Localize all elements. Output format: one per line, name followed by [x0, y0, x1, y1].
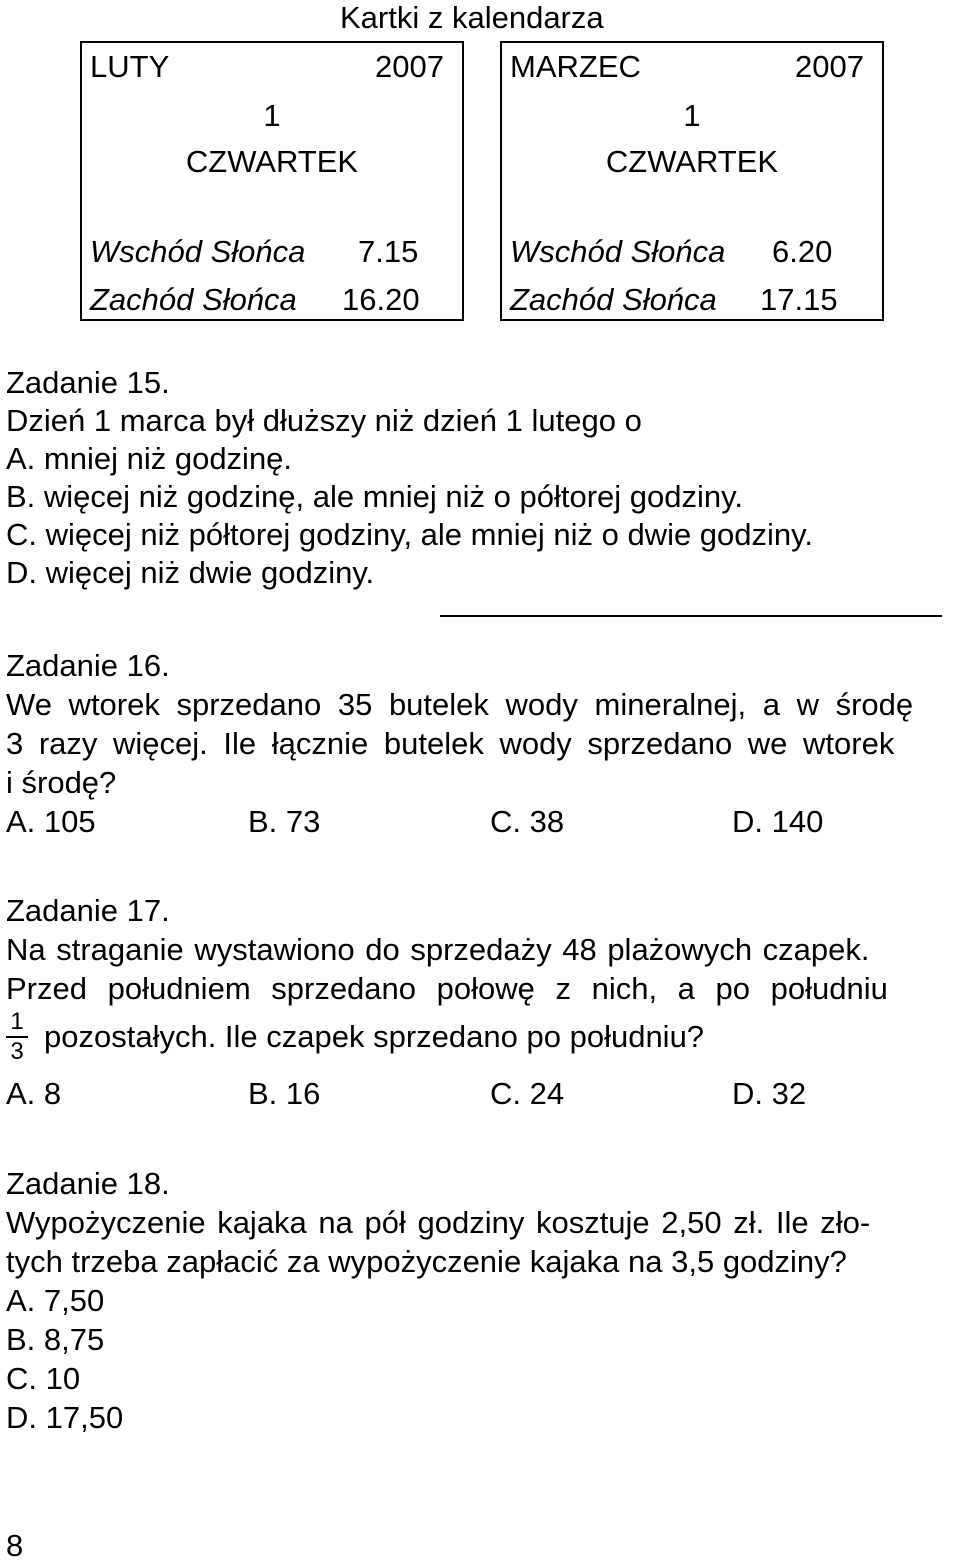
task-16-heading: Zadanie 16.	[6, 648, 170, 683]
fraction-numerator: 1	[10, 1008, 24, 1035]
task-16-line-1: We wtorek sprzedano 35 butelek wody mineralnej, a w środę	[6, 687, 914, 722]
task-16-option-c: C. 38	[490, 804, 565, 839]
task-17-heading: Zadanie 17.	[6, 893, 170, 928]
card-day: 1	[263, 98, 281, 133]
task-16-line-3: i środę?	[6, 765, 117, 800]
task-18-option-c: C. 10	[6, 1361, 81, 1396]
task-17-option-d: D. 32	[732, 1076, 807, 1111]
task-17-line-2: Przed południem sprzedano połowę z nich, a po południu	[6, 971, 888, 1006]
card-sunset-label: Zachód Słońca	[90, 282, 297, 317]
task-15-option-a: A. mniej niż godzinę.	[6, 441, 293, 476]
task-16-line-2: 3 razy więcej. Ile łącznie butelek wody sprzedano we wtorek	[6, 726, 895, 761]
calendar-card-february	[80, 41, 464, 321]
task-17-line-1: Na straganie wystawiono do sprzedaży 48 plażowych czapek.	[6, 932, 870, 967]
task-16-option-a: A. 105	[6, 804, 96, 839]
calendar-card-march	[500, 41, 884, 321]
card-year: 2007	[375, 49, 444, 84]
task-17-option-b: B. 16	[248, 1076, 321, 1111]
task-15-option-d: D. więcej niż dwie godziny.	[6, 555, 375, 590]
card-day: 1	[683, 98, 701, 133]
task-17-line-3: pozostałych. Ile czapek sprzedano po południu?	[44, 1019, 705, 1054]
task-15-question: Dzień 1 marca był dłuższy niż dzień 1 lutego o	[6, 403, 642, 438]
task-18-option-a: A. 7,50	[6, 1283, 105, 1318]
card-month: MARZEC	[510, 49, 641, 84]
page-title: Kartki z kalendarza	[340, 0, 604, 35]
task-18-option-d: D. 17,50	[6, 1400, 124, 1435]
task-17-option-a: A. 8	[6, 1076, 62, 1111]
card-month: LUTY	[90, 49, 170, 84]
page-number: 8	[6, 1528, 24, 1563]
fraction-one-third	[6, 1010, 28, 1064]
card-sunrise-label: Wschód Słońca	[90, 234, 306, 269]
card-weekday: CZWARTEK	[605, 144, 779, 179]
task-18-line-2: tych trzeba zapłacić za wypożyczenie kajaka na 3,5 godziny?	[6, 1244, 847, 1279]
card-weekday: CZWARTEK	[185, 144, 359, 179]
task-15-option-c: C. więcej niż półtorej godziny, ale mniej niż o dwie godziny.	[6, 517, 813, 552]
card-sunrise-time: 7.15	[358, 234, 419, 269]
task-18-heading: Zadanie 18.	[6, 1166, 170, 1201]
card-sunrise-label: Wschód Słońca	[510, 234, 726, 269]
card-sunrise-time: 6.20	[772, 234, 833, 269]
card-sunset-label: Zachód Słońca	[510, 282, 717, 317]
section-divider	[440, 615, 942, 617]
task-16-option-d: D. 140	[732, 804, 824, 839]
task-18-option-b: B. 8,75	[6, 1322, 105, 1357]
fraction-denominator: 3	[10, 1038, 24, 1065]
card-sunset-time: 17.15	[760, 282, 838, 317]
task-18-line-1: Wypożyczenie kajaka na pół godziny kosztuje 2,50 zł. Ile zło-	[6, 1205, 871, 1240]
task-16-option-b: B. 73	[248, 804, 321, 839]
card-year: 2007	[795, 49, 864, 84]
task-15-option-b: B. więcej niż godzinę, ale mniej niż o półtorej godziny.	[6, 479, 743, 514]
task-17-option-c: C. 24	[490, 1076, 565, 1111]
card-sunset-time: 16.20	[342, 282, 420, 317]
task-15-heading: Zadanie 15.	[6, 365, 170, 400]
